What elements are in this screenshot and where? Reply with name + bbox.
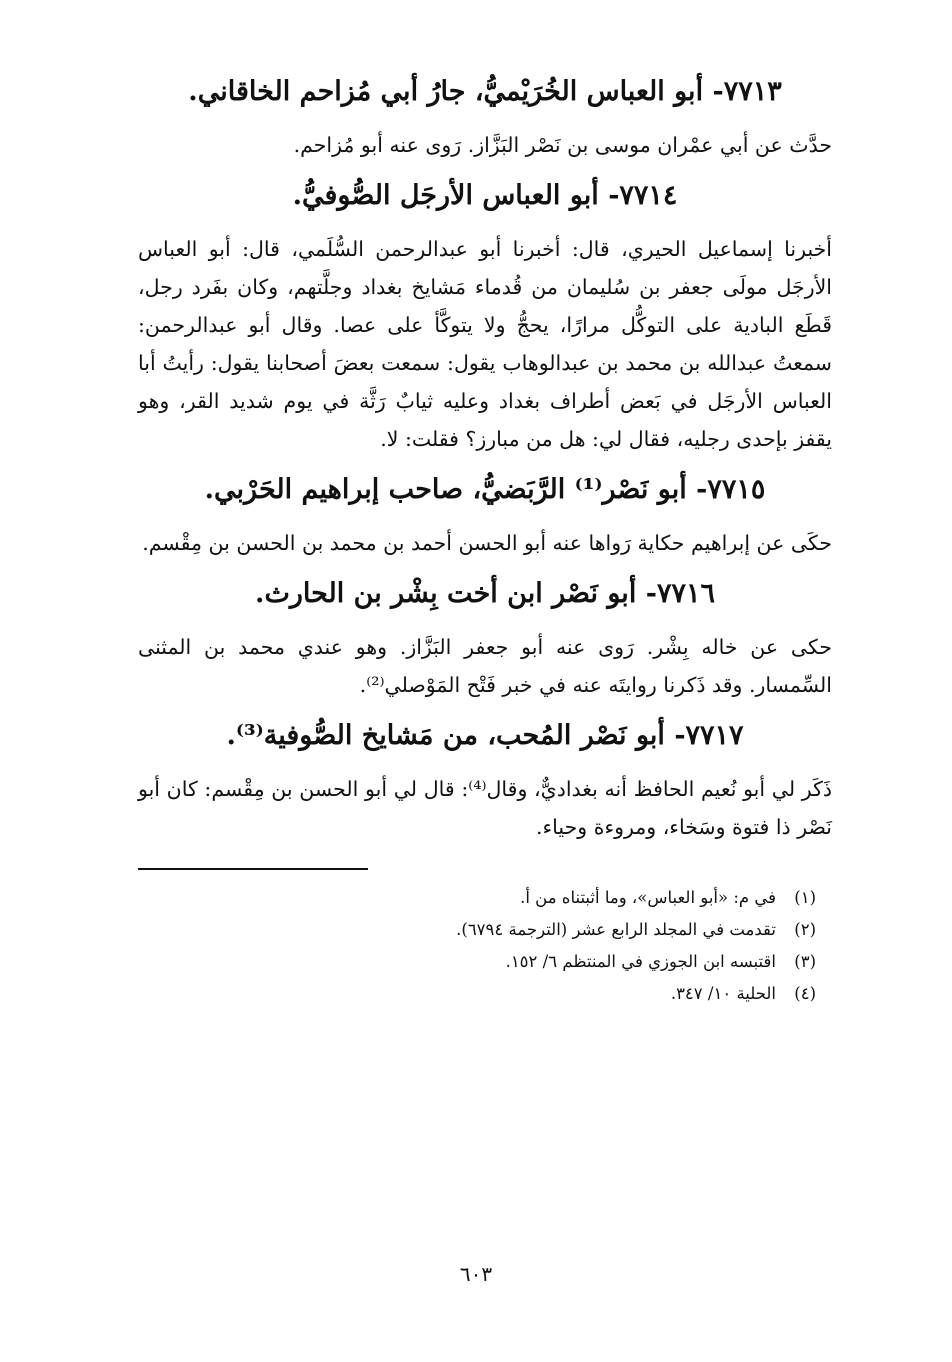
footnote-number: (٢) [794,920,816,939]
footnote-item [138,882,832,914]
footnote-item [138,914,832,946]
entry-title: ٧٧١٥- أبو نَصْر⁽¹⁾ الرَّبَضيُّ، صاحب إبراهيم الحَرْبي. [204,474,766,505]
entry-text: حكى عن خاله بِشْر. رَوى عنه أبو جعفر البَزَّاز. وهو عندي محمد بن المثنى السِّمسار. وقد ذَكرنا روايتَه عنه في خبر فَتْح المَوْصلي⁽²⁾. [138,635,832,697]
entry-7717 [138,714,832,846]
footnote-text: تقدمت في المجلد الرابع عشر (الترجمة ٦٧٩٤). [456,920,776,939]
entry-text: حكَى عن إبراهيم حكاية رَواها عنه أبو الحسن أحمد بن محمد بن الحسن بن مِقْسم. [142,531,832,555]
footnote-number: (٣) [794,952,816,971]
footnote-number: (١) [794,888,816,907]
entry-title: ٧٧١٤- أبو العباس الأرجَل الصُّوفيُّ. [292,180,678,211]
footnote-item [138,978,832,1010]
entry-7713 [138,70,832,164]
page-number: ٦٠٣ [459,1262,493,1286]
entry-7714 [138,174,832,458]
entry-title: ٧٧١٣- أبو العباس الخُرَيْميُّ، جارُ أبي مُزاحم الخاقاني. [188,76,782,107]
entry-title: ٧٧١٦- أبو نَصْر ابن أخت بِشْر بن الحارث. [255,578,715,609]
footnote-text: في م: «أبو العباس»، وما أثبتناه من أ. [520,888,776,907]
entry-title: ٧٧١٧- أبو نَصْر المُحب، من مَشايخ الصُّوفية⁽³⁾. [226,720,744,751]
entry-text: أخبرنا إسماعيل الحيري، قال: أخبرنا أبو عبدالرحمن السُّلَمي، قال: أبو العباس الأرجَل مولَى جعفر بن سُليمان من قُدماء مَشايخ بغداد وجلَّتهم، وكان بفَرد رجل، قَطَع البادية على التوكُّل مرارًا، يحجُّ ولا يتوكَّأ على عصا. وقال أبو عبدالرحمن: سمعتُ عبدالله بن محمد بن عبدالوهاب يقول: سمعت بعضَ أصحابنا يقول: رأيتُ أبا العباس الأرجَل في بَعض أطراف بغداد وعليه ثيابٌ رَثَّة في يوم شديد القر، وهو يقفز بإحدى رجليه، فقال لي: هل من مبارز؟ فقلت: لا. [138,237,832,451]
entry-text: ذَكَر لي أبو نُعيم الحافظ أنه بغداديٌّ، وقال⁽⁴⁾: قال لي أبو الحسن بن مِقْسم: كان أبو نَصْر ذا فتوة وسَخاء، ومروءة وحياء. [138,777,832,839]
footnote-text: الحلية ١٠/ ٣٤٧. [670,984,776,1003]
footnote-number: (٤) [794,984,816,1003]
footnote-item [138,946,832,978]
footnotes [138,882,832,1010]
entry-7716 [138,572,832,704]
entry-text: حدَّث عن أبي عمْران موسى بن نَصْر البَزَّاز. رَوى عنه أبو مُزاحم. [293,133,832,157]
footnote-text: اقتبسه ابن الجوزي في المنتظم ٦/ ١٥٢. [505,952,776,971]
footnote-separator [138,868,368,870]
entry-7715 [138,468,832,562]
